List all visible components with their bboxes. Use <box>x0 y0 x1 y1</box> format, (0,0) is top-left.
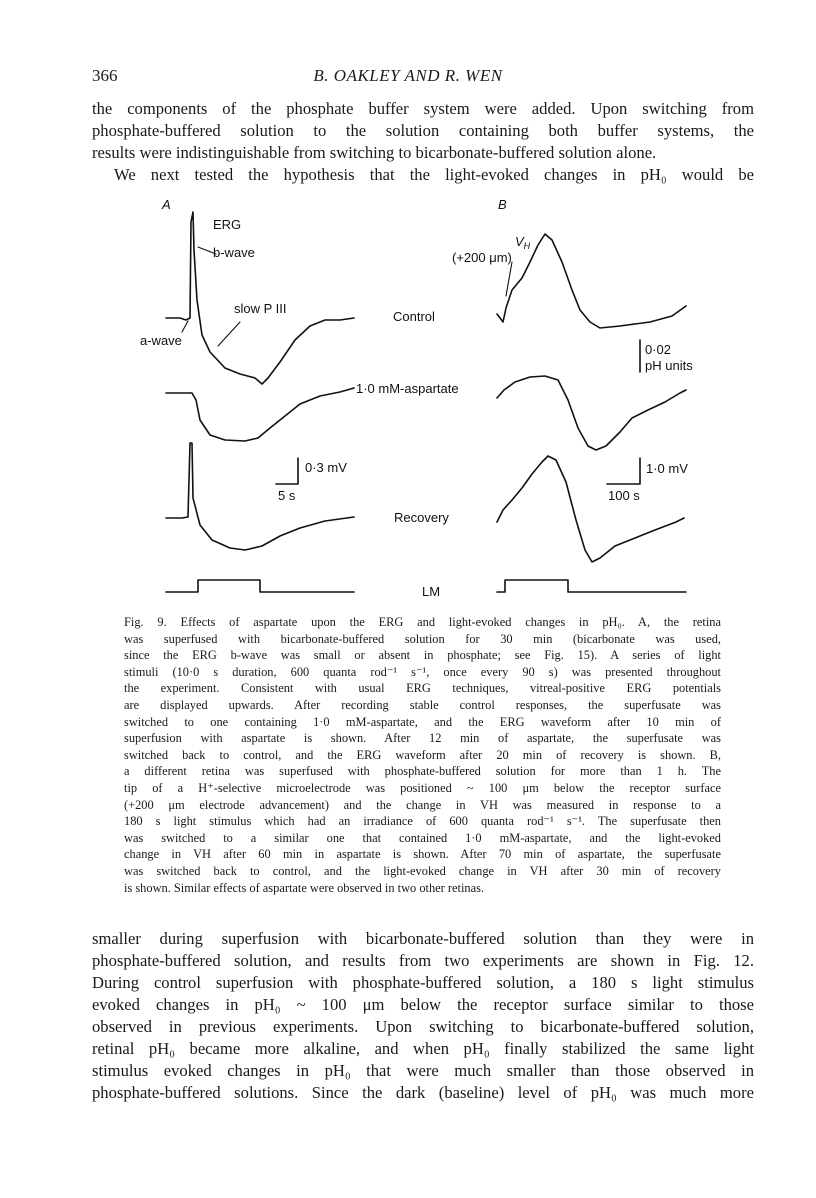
label-a-wave: a-wave <box>140 333 182 348</box>
erg-trace-aspartate <box>166 388 354 441</box>
light-marker-b <box>497 580 686 592</box>
text-line: retinal pH₀ became more alkaline, and when pH₀ finally stabilized the same light <box>92 1039 754 1058</box>
label-slow-p3: slow P III <box>234 301 287 316</box>
scale-bar-b <box>607 458 640 484</box>
scale-label-a-voltage: 0·3 mV <box>305 460 347 475</box>
caption-line: are displayed upwards. After recording stable control responses, the superfusate was <box>124 697 721 712</box>
row-label-control: Control <box>393 309 435 324</box>
caption-line: was switched to a similar one that contained 1·0 mM-aspartate, and the light-evoked <box>124 830 721 845</box>
label-b-wave: b-wave <box>213 245 255 260</box>
light-marker-a <box>166 580 354 592</box>
scale-label-a-time: 5 s <box>278 488 296 503</box>
body-paragraph-bottom <box>92 928 754 1104</box>
figure-9 <box>0 192 816 607</box>
text-line: During control superfusion with phosphate-buffered solution, a 180 s light stimulus <box>92 973 754 992</box>
caption-line: (+200 μm electrode advancement) and the change in VH was measured in response to a <box>124 797 721 812</box>
caption-line: is shown. Similar effects of aspartate were observed in two other retinas. <box>124 880 485 895</box>
caption-line: switched to one containing 1·0 mM-aspartate, and the ERG waveform after 10 min of <box>124 714 721 729</box>
text-line: evoked changes in pH₀ ~ 100 μm below the receptor surface similar to those <box>92 995 754 1014</box>
label-erg: ERG <box>213 217 242 232</box>
ph-trace-aspartate <box>497 376 686 450</box>
text-line: We next tested the hypothesis that the light-evoked changes in pH₀ would be <box>114 165 754 184</box>
row-label-aspartate: 1·0 mM-aspartate <box>356 381 459 396</box>
scale-label-ph-unit: pH units <box>645 358 693 373</box>
caption-line: a different retina was superfused with phosphate-buffered solution for more than 1 h. The <box>124 764 721 779</box>
text-line: phosphate-buffered solution, and results from two experiments are shown in Fig. 12. <box>92 951 754 970</box>
panel-a-letter: A <box>162 197 171 212</box>
caption-line: 180 s light stimulus which had an irradiance of 600 quanta rod⁻¹ s⁻¹. The superfusate then <box>124 814 721 829</box>
scale-label-ph-value: 0·02 <box>645 342 672 357</box>
text-line: the components of the phosphate buffer system were added. Upon switching from <box>92 99 754 118</box>
pointer-slow-p3 <box>218 322 240 346</box>
caption-line: was superfused with bicarbonate-buffered solution for 30 min (bicarbonate was used, <box>124 631 721 646</box>
row-label-recovery: Recovery <box>394 510 449 525</box>
text-line: phosphate-buffered solution to the solution containing both buffer systems, the <box>92 121 754 140</box>
running-header-authors: B. OAKLEY AND R. WEN <box>313 66 503 85</box>
scale-bar-a <box>276 458 298 484</box>
text-line: results were indistinguishable from switching to bicarbonate-buffered solution alone. <box>92 143 657 162</box>
text-line: phosphate-buffered solutions. Since the dark (baseline) level of pH₀ was much more <box>92 1083 754 1102</box>
caption-line: Fig. 9. Effects of aspartate upon the ERG and light-evoked changes in pH₀. A, the retina <box>124 615 721 629</box>
text-line: observed in previous experiments. Upon switching to bicarbonate-buffered solution, <box>92 1017 754 1036</box>
erg-trace-control <box>166 212 354 384</box>
page-number: 366 <box>92 66 118 85</box>
label-vh-position: (+200 μm) <box>452 250 512 265</box>
caption-line: superfusion with aspartate is shown. After 12 min of aspartate, the superfusate was <box>124 731 721 746</box>
panel-b-letter: B <box>498 197 507 212</box>
caption-line: tip of a H⁺-selective microelectrode was positioned ~ 100 μm below the receptor surface <box>124 780 721 795</box>
caption-line: since the ERG b-wave was small or absent in phosphate; see Fig. 15). A series of light <box>124 648 721 663</box>
pointer-a-wave <box>182 321 188 332</box>
caption-line: change in VH after 60 min in aspartate is shown. After 70 min of aspartate, the superfusate <box>124 847 721 862</box>
caption-line: was switched back to control, and the light-evoked change in VH after 30 min of recovery <box>124 863 721 878</box>
text-line: stimulus evoked changes in pH₀ that were much smaller than those observed in <box>92 1061 754 1080</box>
caption-line: stimuli (10·0 s duration, 600 quanta rod⁻¹ s⁻¹, once every 90 s) was presented throughout <box>124 664 721 679</box>
figure-caption <box>124 614 721 896</box>
label-vh: $V_H$ <box>515 234 531 251</box>
caption-line: the experiment. Consistent with usual ERG techniques, vitreal-positive ERG potentials <box>124 681 721 696</box>
scale-label-b-voltage: 1·0 mV <box>646 461 688 476</box>
body-paragraph-top <box>92 98 754 186</box>
row-label-lm: LM <box>422 584 441 599</box>
text-line: smaller during superfusion with bicarbonate-buffered solution than they were in <box>92 929 754 948</box>
caption-line: switched back to control, and the ERG waveform after 20 min of recovery is shown. B, <box>124 747 721 762</box>
scale-label-b-time: 100 s <box>608 488 640 503</box>
